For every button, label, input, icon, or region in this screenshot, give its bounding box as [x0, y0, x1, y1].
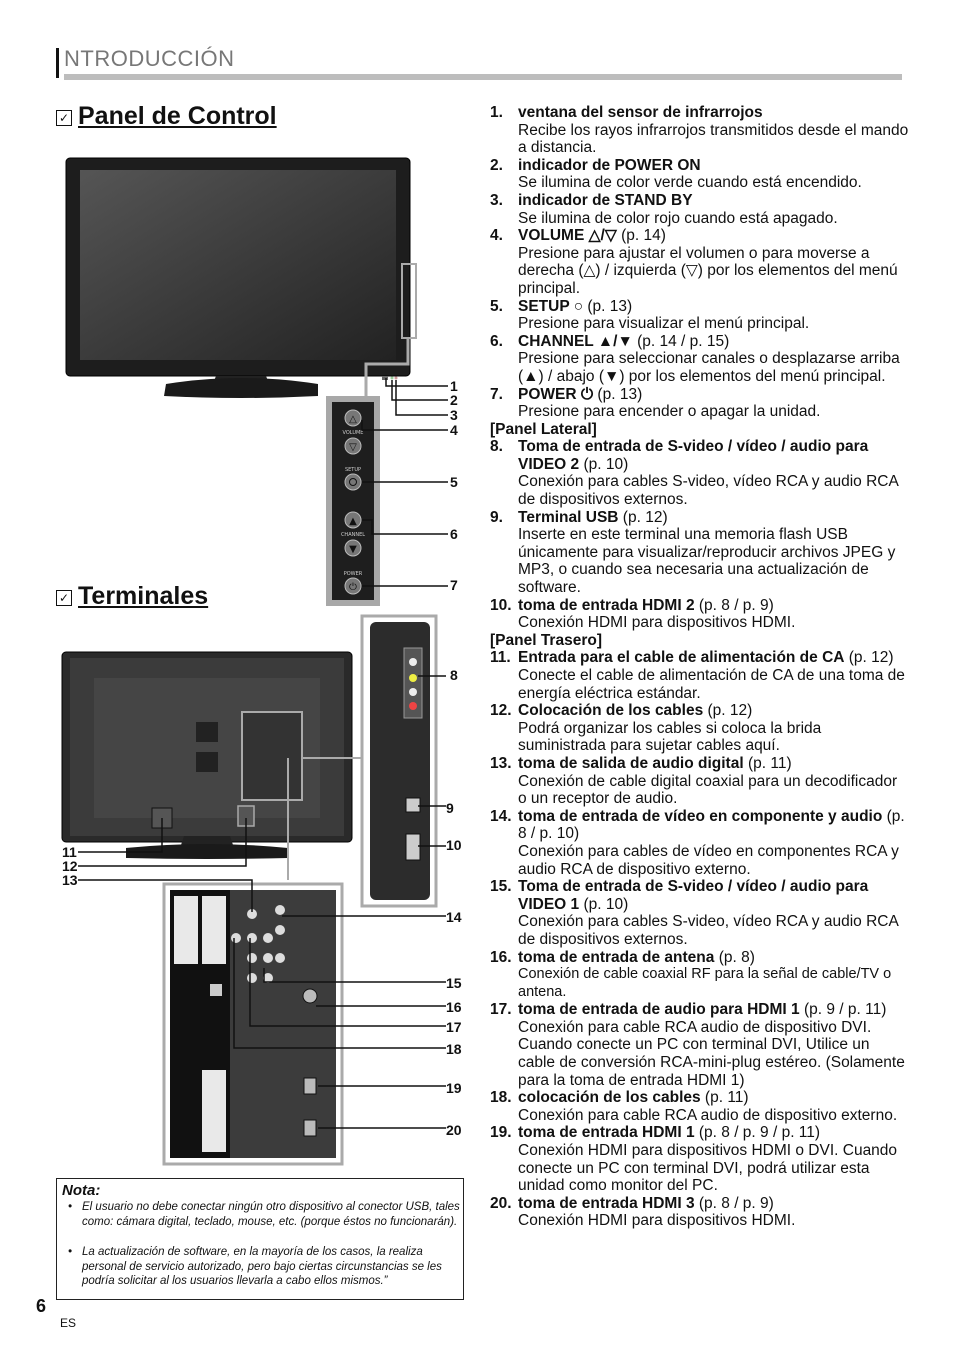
ir-sensor — [382, 376, 388, 380]
list-item-number: 7. — [490, 385, 503, 403]
list-item — [490, 192, 910, 227]
section-title-terminales — [56, 582, 208, 611]
nota-bullet-1 — [68, 1200, 470, 1229]
usb-port[interactable] — [406, 798, 420, 812]
list-item-description: Se ilumina de color rojo cuando está apagado. — [518, 209, 838, 227]
list-item-title: SETUP ○ — [518, 297, 584, 315]
list-item-description: Conexión para cables S-video, vídeo RCA y audio RCA de dispositivos externos. — [518, 913, 898, 948]
list-item-heading — [518, 438, 910, 473]
list-item — [490, 1124, 910, 1194]
volume-up-glyph: △ — [349, 414, 357, 425]
list-item-heading — [518, 298, 910, 316]
list-item-heading — [518, 386, 910, 404]
list-item-number: 10. — [490, 596, 512, 614]
power-glyph: ⏻ — [349, 582, 357, 593]
setup-button[interactable] — [345, 474, 361, 490]
list-item-title: CHANNEL ▲/▼ — [518, 332, 633, 350]
description-list — [490, 104, 910, 1230]
list-item-page-ref: (p. 13) — [583, 297, 633, 315]
video2-jack[interactable] — [409, 674, 417, 682]
nota-bullet-1-text: El usuario no debe conectar ningún otro dispositivo al conector USB, tales como: cámara digital, teclado, mouse, etc. (porque éstos no funcionarán). — [82, 1201, 460, 1228]
component-jacks-label — [174, 896, 198, 964]
list-item — [490, 227, 910, 297]
list-item-title: Toma de entrada de S-video / vídeo / audio para VIDEO 1 — [518, 878, 869, 913]
callout-10: 10 — [446, 837, 462, 853]
list-item-page-ref: (p. 8) — [714, 948, 755, 966]
callout-4: 4 — [450, 422, 458, 438]
list-item — [490, 1195, 910, 1230]
list-item-description: Conecte el cable de alimentación de CA de una toma de energía eléctrica estándar. — [518, 667, 905, 702]
callout-17: 17 — [446, 1019, 462, 1035]
section-title-panel-text: Panel de Control — [78, 102, 277, 130]
list-item — [490, 157, 910, 192]
list-item — [490, 702, 910, 755]
list-item-heading — [518, 104, 910, 122]
list-item-description: Conexión para cable RCA audio de dispositivo DVI. Cuando conecte un PC con terminal DVI, Utilice un cable de conversión RCA-mini-plug estéreo. (Solamente para la toma de entrada HDMI 1) — [518, 1018, 905, 1089]
list-item-title: VOLUME △/▽ — [518, 227, 617, 245]
list-item-page-ref: (p. 11) — [700, 1089, 749, 1107]
list-subheading: [Panel Trasero] — [490, 631, 602, 649]
list-item-number: 9. — [490, 508, 503, 526]
list-subheading: [Panel Lateral] — [490, 420, 597, 438]
list-item-description: Podrá organizar los cables si coloca la brida suministrada para sujetar cables aquí. — [518, 719, 822, 755]
list-item-number: 11. — [490, 649, 511, 667]
list-item-description: Presione para visualizar el menú principal. — [518, 315, 810, 333]
list-item-description: Conexión HDMI para dispositivos HDMI o DVI. Cuando conecte un PC con terminal DVI, podrá utilizar esta unidad como monitor del PC. — [518, 1142, 898, 1195]
power-on-led — [391, 377, 394, 380]
list-item-heading — [518, 1001, 910, 1019]
list-item-description: Presione para ajustar el volumen o para moverse a derecha (△) / izquierda (▽) por los elementos del menú principal. — [518, 244, 898, 297]
list-item — [490, 386, 910, 421]
list-item-description: Se ilumina de color verde cuando está encendido. — [518, 174, 862, 192]
callout-16: 16 — [446, 999, 462, 1015]
list-item-heading — [518, 1089, 910, 1107]
callout-1: 1 — [450, 378, 458, 394]
antenna-label — [210, 984, 222, 996]
list-item-title: toma de entrada de vídeo en componente y audio — [518, 807, 883, 825]
list-item-number: 15. — [490, 878, 512, 896]
list-item-page-ref: (p. 9 / p. 11) — [799, 1001, 887, 1019]
list-item-number: 17. — [490, 1001, 512, 1019]
list-item-number: 1. — [490, 104, 503, 121]
list-item-description: Conexión de cable coaxial RF para la señal de cable/TV o antena. — [518, 966, 892, 1000]
callout-5: 5 — [450, 474, 458, 490]
list-item-number: 4. — [490, 227, 503, 245]
standby-led — [395, 377, 398, 380]
callout-6: 6 — [450, 526, 458, 542]
list-item-title: Toma de entrada de S-video / vídeo / audio para VIDEO 2 — [518, 438, 869, 473]
list-item-page-ref: (p. 12) — [844, 649, 894, 667]
list-item-heading — [518, 333, 910, 351]
list-item-number: 8. — [490, 438, 503, 456]
callout-8: 8 — [450, 667, 458, 683]
list-item-page-ref: (p. 12) — [618, 508, 668, 526]
list-item-number: 13. — [490, 754, 512, 772]
list-item — [490, 949, 910, 1002]
list-item-page-ref: (p. 13) — [593, 385, 643, 403]
list-item-heading — [518, 878, 910, 913]
bullet-dot: • — [68, 1246, 73, 1258]
antenna-jack[interactable] — [303, 989, 317, 1003]
list-item-page-ref: (p. 14 / p. 15) — [632, 332, 730, 350]
callout-19: 19 — [446, 1080, 462, 1096]
bullet-dot: • — [68, 1201, 73, 1213]
list-item-heading — [518, 157, 910, 175]
list-item-title: ventana del sensor de infrarrojos — [518, 104, 763, 121]
callout-7: 7 — [450, 577, 458, 593]
list-item — [490, 1001, 910, 1089]
channel-label: CHANNEL — [340, 532, 366, 538]
list-item-number: 19. — [490, 1124, 512, 1142]
list-item-page-ref: (p. 12) — [703, 702, 753, 720]
callout-13: 13 — [62, 872, 78, 888]
svideo2-jack[interactable] — [409, 658, 417, 666]
list-item-number: 3. — [490, 191, 503, 209]
list-item-description: Conexión para cable RCA audio de dispositivo externo. — [518, 1106, 898, 1124]
checkbox-icon: ✓ — [56, 110, 72, 126]
callout-12: 12 — [62, 858, 78, 874]
list-item-page-ref: (p. 8 / p. 9 / p. 11) — [694, 1124, 821, 1142]
list-item-title: Colocación de los cables — [518, 702, 704, 720]
list-item-number: 18. — [490, 1089, 512, 1107]
tv-stand-base — [164, 378, 318, 398]
nota-bullet-2 — [68, 1245, 470, 1289]
list-item-page-ref: (p. 8 / p. 10) — [518, 807, 905, 843]
list-item-description: Presione para encender o apagar la unidad. — [518, 403, 821, 421]
list-item — [490, 298, 910, 333]
volume-down-glyph: ▽ — [349, 442, 357, 453]
list-item-number: 5. — [490, 297, 503, 315]
page-title: NTRODUCCIÓN — [64, 46, 235, 71]
language-code: ES — [60, 1316, 77, 1330]
power-label: POWER — [343, 571, 363, 577]
rear-vent-2 — [196, 752, 218, 772]
list-item-heading — [518, 755, 910, 773]
rear-vent-1 — [196, 722, 218, 742]
list-item-page-ref: (p. 11) — [743, 754, 792, 772]
nota-bullet-2-text: La actualización de software, en la mayoría de los casos, la realiza personal de servicio autorizado, pero bajo ciertas circunstancias se les podría solicitar al los usuarios llevarla a cabo ellos mismos.” — [82, 1246, 442, 1287]
tv-front-illustration — [56, 150, 476, 620]
list-item-page-ref: (p. 8 / p. 9) — [694, 596, 774, 614]
header-rule — [64, 74, 902, 80]
volume-label: VOLUME — [342, 430, 364, 436]
hdmi1-port[interactable] — [304, 1078, 316, 1094]
rear-jack-area — [242, 712, 302, 800]
page-number: 6 — [36, 1296, 47, 1316]
list-item-description: Presione para seleccionar canales o desplazarse arriba (▲) / abajo (▼) por los elementos del menú principal. — [518, 350, 900, 385]
callout-9: 9 — [446, 800, 454, 816]
section-title-terminales-text: Terminales — [78, 582, 209, 610]
nota-title: Nota: — [62, 1182, 101, 1199]
list-item-page-ref: (p. 14) — [616, 227, 666, 245]
list-item-description: Conexión HDMI para dispositivos HDMI. — [518, 614, 796, 632]
list-item — [490, 333, 910, 386]
list-item-number: 12. — [490, 702, 512, 720]
list-item-page-ref: (p. 8 / p. 9) — [694, 1194, 774, 1212]
list-item-heading — [518, 949, 910, 967]
hdmi-label-area — [202, 1070, 226, 1152]
list-item-number: 2. — [490, 156, 503, 174]
tv-rear-illustration — [56, 612, 476, 1172]
list-item-heading — [518, 597, 910, 615]
list-item-description: Conexión para cables de vídeo en componentes RCA y audio RCA de dispositivo externo. — [518, 842, 899, 878]
list-item-description: Recibe los rayos infrarrojos transmitidos desde el mando a distancia. — [518, 121, 909, 157]
list-item-description: Conexión para cables S-video, vídeo RCA y audio RCA de dispositivos externos. — [518, 473, 898, 509]
video1-jacks-label — [202, 896, 226, 964]
list-item-number: 20. — [490, 1194, 512, 1212]
list-item-title: toma de entrada de audio para HDMI 1 — [518, 1001, 800, 1019]
audio2-r-jack[interactable] — [409, 702, 417, 710]
checkbox-icon: ✓ — [56, 590, 72, 606]
list-item-title: Entrada para el cable de alimentación de CA — [518, 649, 845, 667]
list-item — [490, 438, 910, 508]
list-item-title: toma de salida de audio digital — [518, 754, 744, 772]
list-item — [490, 509, 910, 597]
list-item-heading — [518, 192, 910, 210]
list-item-heading — [518, 1124, 910, 1142]
list-item-title: toma de entrada HDMI 2 — [518, 596, 695, 614]
list-item-title: POWER ⏻ — [518, 385, 594, 403]
list-item-title: indicador de STAND BY — [518, 191, 693, 209]
list-item-title: toma de entrada HDMI 3 — [518, 1194, 695, 1212]
callout-18: 18 — [446, 1041, 462, 1057]
list-item-title: colocación de los cables — [518, 1089, 701, 1107]
callout-3: 3 — [450, 407, 458, 423]
list-item — [490, 808, 910, 878]
hdmi3-port[interactable] — [304, 1120, 316, 1136]
list-item-description: Conexión HDMI para dispositivos HDMI. — [518, 1212, 796, 1230]
list-item-heading — [518, 509, 910, 527]
list-item-heading — [518, 649, 910, 667]
callout-20: 20 — [446, 1122, 462, 1138]
list-item — [490, 878, 910, 948]
list-item-number: 6. — [490, 332, 503, 350]
setup-label: SETUP — [344, 467, 362, 473]
audio2-l-jack[interactable] — [409, 688, 417, 696]
list-item — [490, 1089, 910, 1124]
callout-2: 2 — [450, 392, 458, 408]
section-title-panel — [56, 102, 277, 131]
list-item — [490, 104, 910, 157]
list-item — [490, 649, 910, 702]
list-item-description: Conexión de cable digital coaxial para un decodificador o un receptor de audio. — [518, 772, 898, 808]
list-item-page-ref: (p. 10) — [579, 455, 629, 473]
callout-11: 11 — [62, 844, 77, 860]
callout-14: 14 — [446, 909, 462, 925]
list-item-page-ref: (p. 10) — [579, 895, 629, 913]
channel-up-glyph: ▲ — [349, 516, 357, 527]
channel-down-glyph: ▼ — [349, 544, 357, 555]
list-item-number: 14. — [490, 807, 512, 825]
list-item-title: toma de entrada de antena — [518, 948, 715, 966]
list-item-description: Inserte en este terminal una memoria flash USB únicamente para visualizar/reproducir archivos JPEG y MP3, o cuando sea necesaria una actualización de software. — [518, 526, 896, 597]
list-item-title: indicador de POWER ON — [518, 156, 701, 174]
list-item-heading — [518, 808, 910, 843]
list-item — [490, 755, 910, 808]
list-item-heading — [518, 227, 910, 245]
hdmi2-port[interactable] — [406, 834, 420, 860]
header-accent-bar — [56, 48, 59, 78]
list-item-title: toma de entrada HDMI 1 — [518, 1124, 695, 1142]
list-item-heading — [518, 702, 910, 720]
tv-screen-gloss — [80, 170, 396, 360]
list-item-number: 16. — [490, 948, 512, 966]
list-item — [490, 597, 910, 632]
list-item-heading — [518, 1195, 910, 1213]
list-item-title: Terminal USB — [518, 508, 619, 526]
callout-15: 15 — [446, 975, 462, 991]
